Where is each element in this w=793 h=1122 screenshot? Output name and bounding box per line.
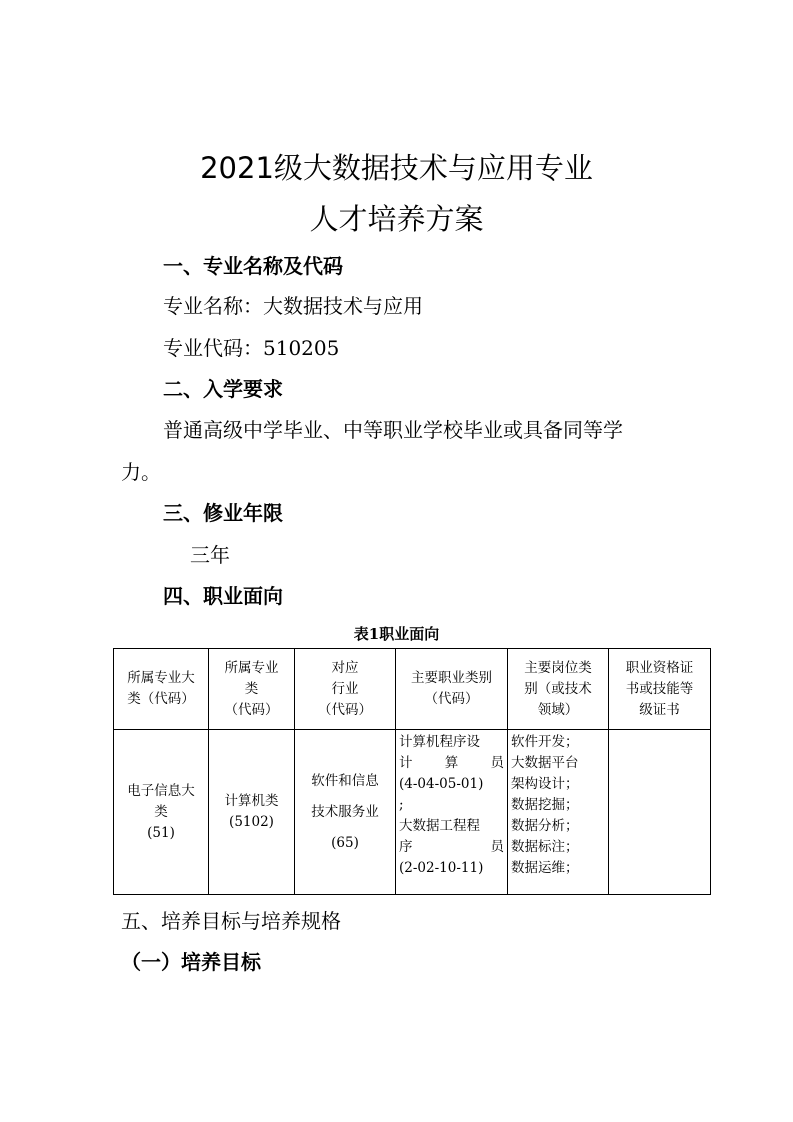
section-5-subheading-1: （一）培养目标 [121,950,261,974]
document-title-line2: 人才培养方案 [309,202,484,236]
cell-text: (4-04-05-01) [399,776,484,792]
header-text: 书或技能等 [625,680,694,697]
header-cell [508,649,609,730]
cell-text: 计算机程序设 [399,734,480,750]
document-title-line1: 2021级大数据技术与应用专业 [200,151,593,185]
header-cell [295,649,396,730]
cell-text: 数据挖掘； [511,797,579,813]
header-text: 别（或技术 [524,680,592,697]
cell-text: ; [399,797,404,813]
header-text: 所属专业 [224,659,279,676]
cell-text: 大数据工程程 [399,818,480,834]
section-1-heading: 一、专业名称及代码 [163,254,343,278]
header-text: 主要职业类别 [411,670,492,686]
major-name: 专业名称：大数据技术与应用 [163,294,423,318]
cell-text: 计 [399,755,413,771]
major-code: 专业代码：510205 [163,336,340,360]
header-text: 职业资格证 [625,659,694,676]
table-row [114,730,711,895]
subcategory-cell [209,730,295,895]
header-text: 主要岗位类 [524,659,592,676]
header-text: （代码） [424,691,479,707]
header-text: 类（代码） [127,691,195,707]
industry-cell [295,730,396,895]
cell-text: 数据运维； [511,860,579,876]
admission-text-line1: 普通高级中学毕业、中等职业学校毕业或具备同等学 [163,418,623,442]
cell-justified-line [399,837,504,858]
table-header-row [114,649,711,730]
cell-text: 软件开发； [511,734,579,750]
cell-text: 大数据平台 [511,755,579,771]
header-cell [209,649,295,730]
cell-text: 员 [490,755,504,771]
admission-text-line2: 力。 [121,460,161,484]
section-2-heading: 二、入学要求 [163,377,283,401]
header-cell [114,649,209,730]
header-text: 领域） [537,701,579,718]
cell-text: 算 [444,755,459,771]
cell-text: (51) [147,824,175,841]
section-5-heading: 五、培养目标与培养规格 [121,909,341,933]
cell-text: 软件和信息 [311,772,379,789]
cell-text: 类 [154,803,168,820]
header-text: （代码） [224,701,279,718]
certificate-cell [609,730,711,895]
cell-text: 数据标注； [511,839,579,855]
header-cell [609,649,711,730]
header-text: （代码） [318,701,372,718]
section-3-heading: 三、修业年限 [163,501,283,525]
cell-text: (65) [331,834,359,851]
cell-text: 计算机类 [224,793,279,809]
cell-text: 架构设计； [511,776,579,792]
position-cell [508,730,609,895]
cell-justified-line [399,753,504,774]
cell-text: 电子信息大 [127,782,195,799]
cell-text: 序 [399,839,413,855]
career-orientation-table [113,648,711,895]
category-cell [114,730,209,895]
section-4-heading: 四、职业面向 [163,584,283,608]
study-years: 三年 [190,543,230,567]
occupation-cell [396,730,508,895]
header-text: 类 [244,680,259,697]
cell-text: (5102) [229,814,274,830]
header-text: 行业 [331,680,359,697]
header-text: 所属专业大 [127,670,195,686]
header-text: 对应 [331,659,359,676]
header-cell [396,649,508,730]
table-caption: 表1职业面向 [353,625,440,643]
cell-text: 技术服务业 [311,803,379,820]
cell-text: (2-02-10-11) [399,860,484,876]
cell-text: 员 [490,839,504,855]
cell-text: 数据分析； [511,818,579,834]
header-text: 级证书 [639,701,680,718]
